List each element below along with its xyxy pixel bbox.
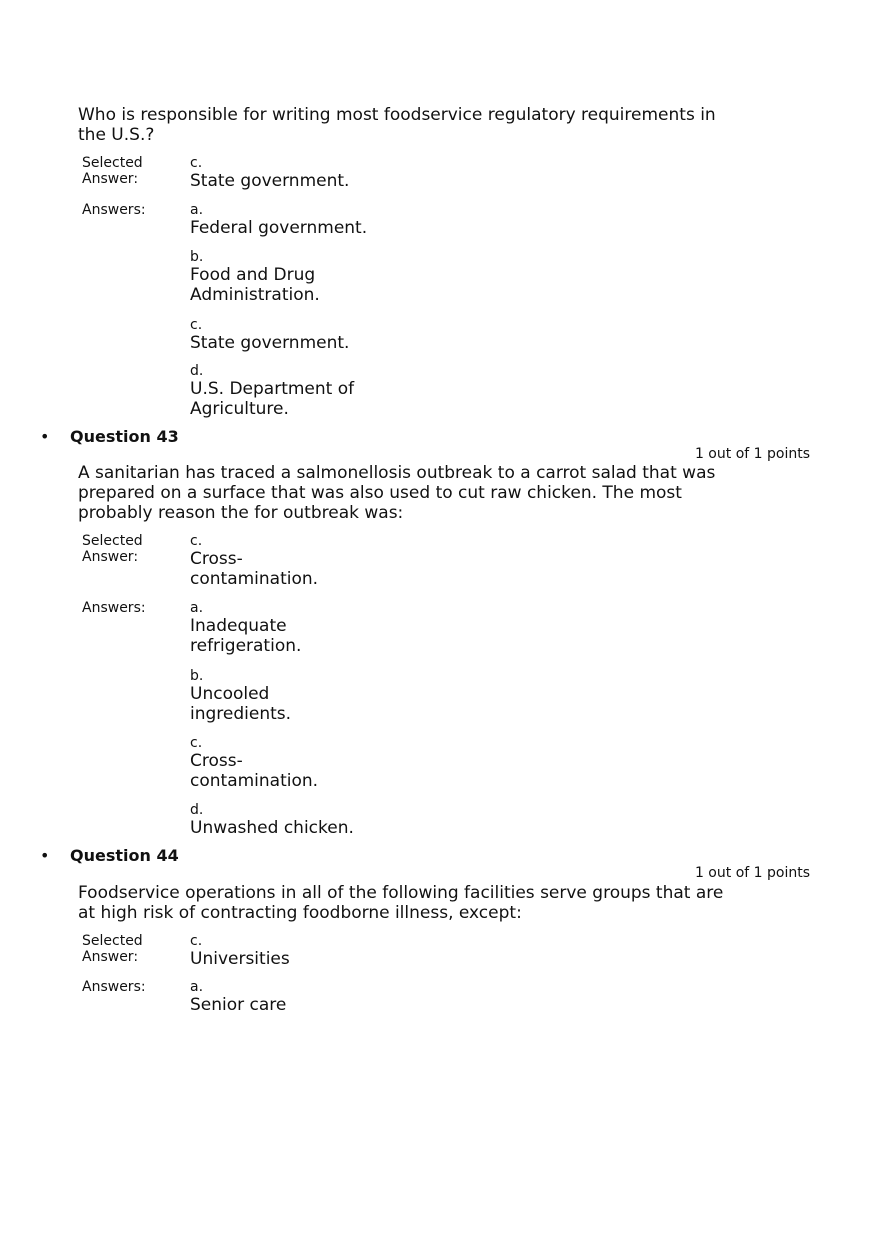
question-44-text: Foodservice operations in all of the following facilities serve groups that are at high risk of contracting foodborne illness, except: bbox=[78, 883, 724, 923]
option-letter: c. bbox=[190, 533, 203, 549]
q42-option-a bbox=[190, 202, 390, 238]
option-text: Federal government. bbox=[190, 218, 368, 238]
option-letter: c. bbox=[190, 155, 203, 171]
q44-selected-option bbox=[190, 933, 390, 969]
question-43-heading bbox=[40, 427, 179, 447]
question-42-text: Who is responsible for writing most foodservice regulatory requirements in the U.S.? bbox=[78, 105, 716, 145]
q43-selected-option bbox=[190, 533, 330, 589]
option-text: Universities bbox=[190, 949, 290, 969]
option-letter: d. bbox=[190, 802, 204, 818]
q42-option-b bbox=[190, 249, 350, 305]
q42-option-c bbox=[190, 317, 390, 353]
option-letter: c. bbox=[190, 933, 203, 949]
bullet: • bbox=[40, 427, 50, 446]
option-text: U.S. Department of Agriculture. bbox=[190, 379, 355, 419]
q44-option-a bbox=[190, 979, 390, 1015]
option-letter: b. bbox=[190, 668, 204, 684]
option-letter: c. bbox=[190, 317, 203, 333]
selected-answer-label: Selected Answer: bbox=[82, 933, 143, 965]
option-text: Inadequate refrigeration. bbox=[190, 616, 302, 656]
answers-label: Answers: bbox=[82, 979, 146, 995]
option-text: State government. bbox=[190, 171, 350, 191]
question-43-title: Question 43 bbox=[70, 427, 179, 446]
option-letter: a. bbox=[190, 979, 204, 995]
option-text: Food and Drug Administration. bbox=[190, 265, 320, 305]
selected-answer-label: Selected Answer: bbox=[82, 533, 143, 565]
question-44-title: Question 44 bbox=[70, 846, 179, 865]
bullet: • bbox=[40, 846, 50, 865]
option-text: Unwashed chicken. bbox=[190, 818, 354, 838]
option-text: Cross-contamination. bbox=[190, 751, 319, 791]
option-letter: b. bbox=[190, 249, 204, 265]
option-letter: c. bbox=[190, 735, 203, 751]
option-letter: a. bbox=[190, 600, 204, 616]
question-44-heading bbox=[40, 846, 179, 866]
option-text: Uncooled ingredients. bbox=[190, 684, 292, 724]
option-text: Cross-contamination. bbox=[190, 549, 319, 589]
answers-label: Answers: bbox=[82, 202, 146, 218]
selected-answer-label: Selected Answer: bbox=[82, 155, 143, 187]
question-43-text: A sanitarian has traced a salmonellosis outbreak to a carrot salad that was prepared on a surface that was also used to cut raw chicken. The most probably reason the for outbreak was: bbox=[78, 463, 716, 523]
q43-option-a bbox=[190, 600, 320, 656]
q43-option-d bbox=[190, 802, 390, 838]
answers-label: Answers: bbox=[82, 600, 146, 616]
option-letter: d. bbox=[190, 363, 204, 379]
q43-option-b bbox=[190, 668, 310, 724]
option-text: Senior care bbox=[190, 995, 287, 1015]
q42-option-d bbox=[190, 363, 370, 419]
q42-selected-option bbox=[190, 155, 390, 191]
option-text: State government. bbox=[190, 333, 350, 353]
option-letter: a. bbox=[190, 202, 204, 218]
q43-option-c bbox=[190, 735, 330, 791]
question-44-points: 1 out of 1 points bbox=[694, 865, 810, 881]
question-43-points: 1 out of 1 points bbox=[694, 446, 810, 462]
